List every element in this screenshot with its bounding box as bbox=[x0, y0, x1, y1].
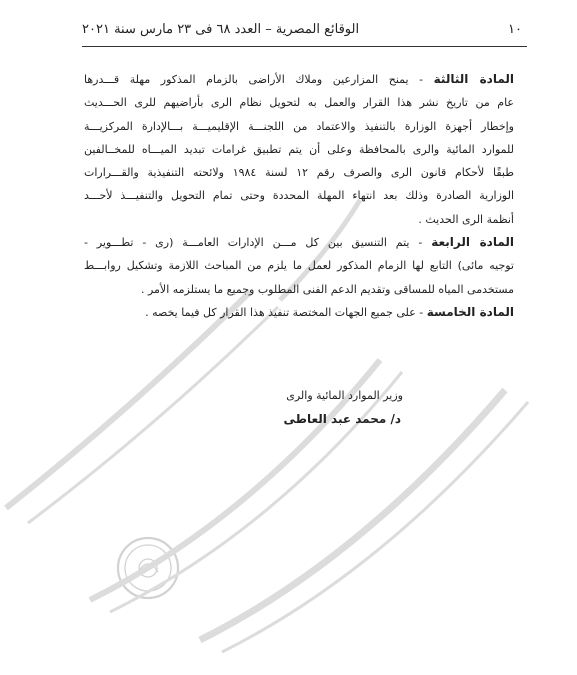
signatory-title: وزير الموارد المائية والرى bbox=[286, 389, 403, 402]
article-text-line: - يتم التنسيق بين كل مـــن الإدارات العامـــة (رى - تطـــوير - bbox=[84, 236, 432, 250]
article-text-line: الوزارية الصادرة وذلك بعد انتهاء المهلة المحددة وحتى تمام التحويل والتنفيـــذ لأحـــد bbox=[84, 189, 514, 203]
article-heading: المادة الخامسة bbox=[426, 304, 514, 319]
article-text-line: عام من تاريخ نشر هذا القرار والعمل به لتحويل نظام الرى بأراضيهم للرى الحـــديث bbox=[84, 96, 514, 110]
article-text-line: - على جميع الجهات المختصة تنفيذ هذا القرار كل فيما يخصه . bbox=[145, 305, 427, 319]
article-3 bbox=[84, 68, 514, 231]
article-text-line: توجيه مائى) التابع لها الزمام المذكور لعمل ما يلزم من المباحث اللازمة وتشكيل روابـــط bbox=[84, 259, 514, 273]
article-text-line: - يمنح المزارعين وملاك الأراضى بالزمام المذكور مهلة قـــدرها bbox=[84, 73, 434, 86]
article-text-line: طبقًا لأحكام قانون الرى والصرف رقم ١٢ لسنة ١٩٨٤ ولائحته التنفيذية والقـــرارات bbox=[84, 166, 515, 180]
signatory-name: د/ محمد عبد العاطى bbox=[283, 412, 401, 426]
article-4 bbox=[84, 231, 514, 301]
page-number: ١٠ bbox=[508, 22, 522, 37]
page-header bbox=[82, 22, 522, 44]
article-heading: المادة الثالثة bbox=[433, 72, 515, 86]
watermark-stamp-icon bbox=[118, 538, 178, 598]
article-text-line: وإخطار أجهزة الوزارة بالتنفيذ والاعتماد من اللجنـــة الإقليميـــة بـــالإدارة المركزيـــة bbox=[84, 119, 514, 133]
article-heading: المادة الرابعة bbox=[431, 235, 514, 250]
article-text-line: أنظمة الرى الحديث . bbox=[418, 212, 514, 226]
gazette-issue-title: الوقائع المصرية – العدد ٦٨ فى ٢٣ مارس سنة ٢٠٢١ bbox=[82, 22, 360, 37]
article-text-line: للموارد المائية والرى بالمحافظة وعلى أن يتم تطبيق غرامات تبديد الميـــاه للمخــالفين bbox=[84, 142, 514, 156]
header-divider bbox=[82, 46, 527, 47]
article-5 bbox=[84, 301, 514, 324]
decree-body bbox=[84, 68, 514, 324]
article-text-line: مستخدمى المياه للمساقى وتقديم الدعم الفنى المطلوب وجميع ما يستلزمه الأمر . bbox=[140, 282, 514, 296]
